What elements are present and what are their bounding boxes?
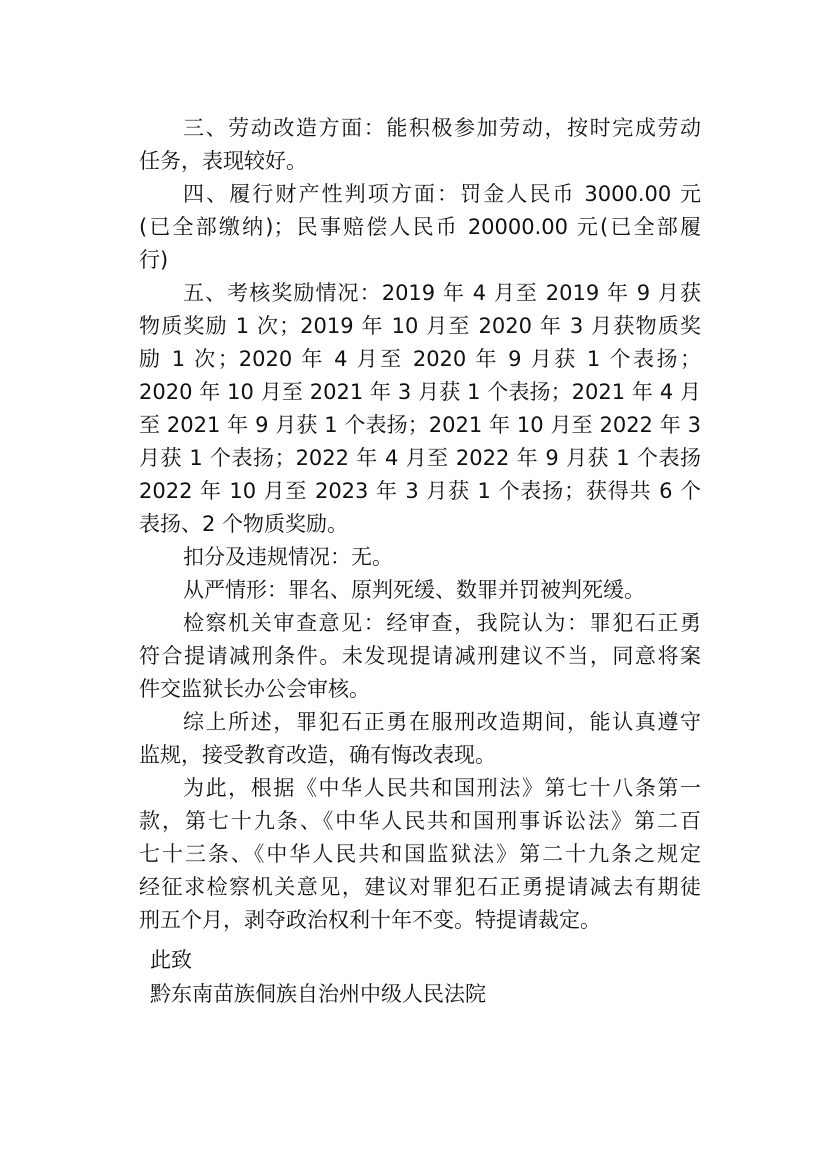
text-line: 至 2021 年 9 月获 1 个表扬；2021 年 10 月至 2022 年 3 (139, 413, 701, 437)
text-line: 2020 年 10 月至 2021 年 3 月获 1 个表扬；2021 年 4 月 (139, 380, 701, 404)
text-line: 款，第七十九条、《中华人民共和国刑事诉讼法》第二百 (139, 809, 701, 833)
text-line: 检察机关审查意见：经审查，我院认为：罪犯石正勇 (183, 611, 701, 635)
text-line: 2022 年 10 月至 2023 年 3 月获 1 个表扬；获得共 6 个 (139, 479, 701, 503)
text-line: 扣分及违规情况：无。 (183, 545, 393, 569)
text-line: 五、考核奖励情况：2019 年 4 月至 2019 年 9 月获 (183, 281, 701, 305)
text-line: 符合提请减刑条件。未发现提请减刑建议不当，同意将案 (139, 644, 701, 668)
text-line: 表扬、2 个物质奖励。 (139, 512, 349, 536)
text-line: 监规，接受教育改造，确有悔改表现。 (139, 743, 496, 767)
text-line: 月获 1 个表扬；2022 年 4 月至 2022 年 9 月获 1 个表扬 (139, 446, 701, 470)
text-line: 物质奖励 1 次；2019 年 10 月至 2020 年 3 月获物质奖 (139, 314, 701, 338)
text-line: 励 1 次；2020 年 4 月至 2020 年 9 月获 1 个表扬； (139, 347, 701, 371)
text-line: 四、履行财产性判项方面：罚金人民币 3000.00 元 (183, 182, 701, 206)
text-line: (已全部缴纳)；民事赔偿人民币 20000.00 元(已全部履 (139, 215, 701, 239)
text-line: 从严情形：罪名、原判死缓、数罪并罚被判死缓。 (183, 578, 645, 602)
text-line: 件交监狱长办公会审核。 (139, 677, 370, 701)
salutation: 此致 (150, 948, 192, 972)
text-line: 综上所述，罪犯石正勇在服刑改造期间，能认真遵守 (183, 710, 701, 734)
text-line: 刑五个月，剥夺政治权利十年不变。特提请裁定。 (139, 908, 601, 932)
text-line: 行) (139, 248, 169, 272)
text-line: 经征求检察机关意见，建议对罪犯石正勇提请减去有期徒 (139, 875, 701, 899)
text-line: 三、劳动改造方面：能积极参加劳动，按时完成劳动 (183, 116, 701, 140)
recipient-court: 黔东南苗族侗族自治州中级人民法院 (150, 982, 486, 1006)
text-line: 七十三条、《中华人民共和国监狱法》第二十九条之规定 (139, 842, 701, 866)
text-line: 为此，根据《中华人民共和国刑法》第七十八条第一 (183, 776, 701, 800)
text-line: 任务，表现较好。 (139, 149, 307, 173)
